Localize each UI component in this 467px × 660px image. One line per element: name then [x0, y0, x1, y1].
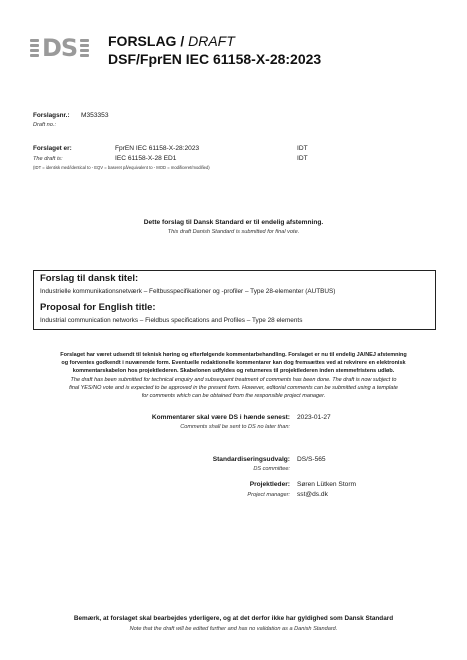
- logo-bars-left: [30, 39, 39, 57]
- danish-title-heading: Forslag til dansk titel:: [40, 273, 139, 284]
- footer-notice-da: Bemærk, at forslaget skal bearbejdes yderligere, og at det derfor ikke har gyldighed som Dansk Standard: [73, 615, 394, 622]
- proposal-number-label-en: Draft no.:: [33, 122, 57, 128]
- draft-heading-prefix: FORSLAG /: [108, 33, 189, 49]
- notice-da-line-3: kommentarskabelon hos projektlederen. Skabelonen udfyldes og returneres til projektlederen inden stemmefristens udløb.: [72, 368, 395, 374]
- notice-da-line-1: Forslaget har været udsendt til teknisk høring og efterfølgende kommentarbehandling. Forslaget er nu til endelig JA/NEJ afstemning: [60, 352, 407, 358]
- equivalence-legend: (IDT = identisk med/identical to - EQV = baseret på/equivalent to - MOD = modificeret/modified): [33, 165, 210, 170]
- draft-is-code-2: IDT: [297, 155, 308, 162]
- draft-heading-en: DRAFT: [188, 33, 235, 49]
- notice-en-line-2: final YES/NO vote and is expected to be approved in the present form. However, editorial comments can be submitted using a template: [69, 385, 398, 391]
- title-box: [33, 270, 436, 330]
- proposal-number-label: Forslagsnr.:: [33, 112, 70, 119]
- deadline-value: 2023-01-27: [297, 414, 331, 421]
- draft-heading: [108, 33, 321, 50]
- logo-bars-right: [80, 39, 89, 57]
- deadline-label: Kommentarer skal være DS i hænde senest:: [151, 414, 290, 421]
- draft-is-value-2: IEC 61158-X-28 ED1: [115, 155, 177, 162]
- english-title: Industrial communication networks – Fieldbus specifications and Profiles – Type 28 elements: [40, 317, 303, 324]
- notice-en-line-3: for comments which can be obtained from the responsible project manager.: [141, 393, 326, 399]
- final-vote-en: This draft Danish Standard is submitted for final vote.: [167, 229, 300, 235]
- draft-is-label: Forslaget er:: [33, 145, 72, 152]
- draft-is-value-1: FprEN IEC 61158-X-28:2023: [115, 145, 200, 152]
- committee-label-en: DS committee:: [253, 466, 290, 472]
- committee-label: Standardiseringsudvalg:: [212, 456, 290, 463]
- final-vote-da: Dette forslag til Dansk Standard er til endelig afstemning.: [143, 219, 324, 226]
- deadline-label-en: Comments shall be sent to DS no later than:: [180, 424, 290, 430]
- project-manager-name: Søren Lütken Storm: [297, 481, 357, 488]
- danish-title: Industrielle kommunikationsnetværk – Feltbusspecifikationer og -profiler – Type 28-elementer (AUTBUS): [40, 288, 336, 295]
- proposal-number-value: M353353: [81, 112, 109, 119]
- notice-da-line-2: og forventes godkendt i nuværende form. Eventuelle redaktionelle kommentarer kan dog fremsættes ved at rekvirere en elektronisk: [61, 360, 406, 366]
- committee-value: DS/S-565: [297, 456, 326, 463]
- english-title-heading: Proposal for English title:: [40, 302, 156, 313]
- standard-title: DSF/FprEN IEC 61158-X-28:2023: [108, 51, 322, 67]
- document-title-block: [108, 33, 321, 68]
- project-manager-label-en: Project manager:: [247, 492, 290, 498]
- project-manager-email[interactable]: sst@ds.dk: [297, 491, 328, 498]
- notice-en-line-1: The draft has been submitted for technical enquiry and subsequent treatment of comments has been done. The draft is now subject to: [70, 377, 397, 383]
- draft-is-code-1: IDT: [297, 145, 308, 152]
- logo-text: DS: [42, 34, 78, 62]
- footer-notice-en: Note that the draft will be edited further and has no validation as a Danish Standard.: [129, 626, 338, 632]
- ds-logo: [30, 36, 89, 60]
- draft-is-label-en: The draft is:: [33, 156, 63, 162]
- project-manager-label: Projektleder:: [249, 481, 290, 488]
